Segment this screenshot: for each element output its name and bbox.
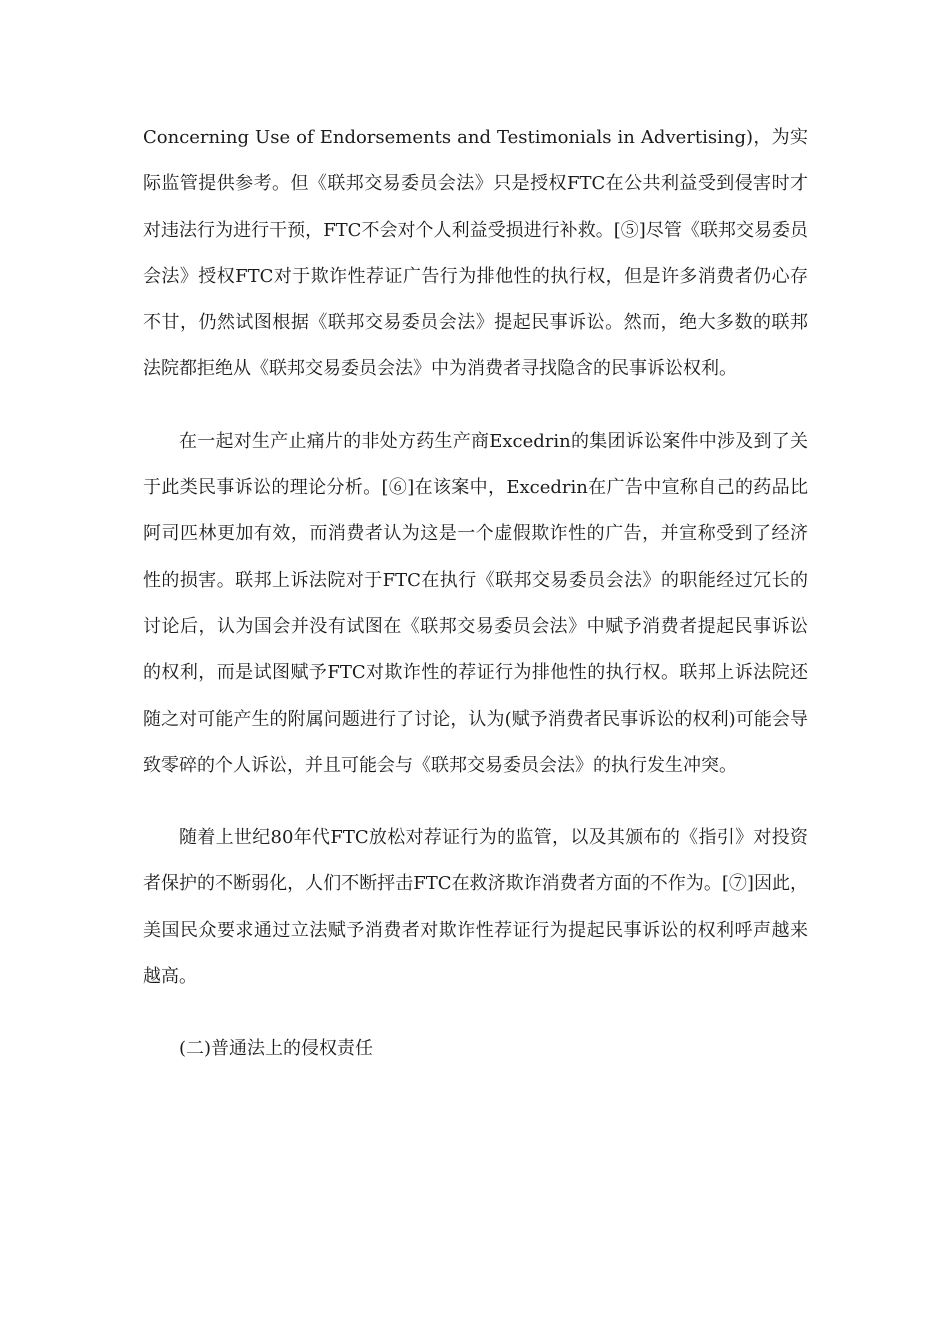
- section-heading: (二)普通法上的侵权责任: [179, 1038, 374, 1060]
- document-body: [143, 115, 808, 1073]
- paragraph-2: 在一起对生产止痛片的非处方药生产商Excedrin的集团诉讼案件中涉及到了关于此类民事诉讼的理论分析。[⑥]在该案中，Excedrin在广告中宣称自己的药品比阿司匹林更加有效，而消费者认为这是一个虚假欺诈性的广告，并宣称受到了经济性的损害。联邦上诉法院对于FTC在执行《联邦交易委员会法》的职能经过冗长的讨论后，认为国会并没有试图在《联邦交易委员会法》中赋予消费者提起民事诉讼的权利，而是试图赋予FTC对欺诈性的荐证行为排他性的执行权。联邦上诉法院还随之对可能产生的附属问题进行了讨论，认为(赋予消费者民事诉讼的权利)可能会导致零碎的个人诉讼，并且可能会与《联邦交易委员会法》的执行发生冲突。: [143, 430, 808, 776]
- paragraph-3: 随着上世纪80年代FTC放松对荐证行为的监管，以及其颁布的《指引》对投资者保护的不断弱化，人们不断抨击FTC在救济欺诈消费者方面的不作为。[⑦]因此，美国民众要求通过立法赋予消费者对欺诈性荐证行为提起民事诉讼的权利呼声越来越高。: [143, 827, 808, 988]
- paragraph-1: Concerning Use of Endorsements and Testimonials in Advertising)，为实际监管提供参考。但《联邦交易委员会法》只是授权FTC在公共利益受到侵害时才对违法行为进行干预，FTC不会对个人利益受损进行补救。[⑤]尽管《联邦交易委员会法》授权FTC对于欺诈性荐证广告行为排他性的执行权，但是许多消费者仍心存不甘，仍然试图根据《联邦交易委员会法》提起民事诉讼。然而，绝大多数的联邦法院都拒绝从《联邦交易委员会法》中为消费者寻找隐含的民事诉讼权利。: [143, 127, 808, 380]
